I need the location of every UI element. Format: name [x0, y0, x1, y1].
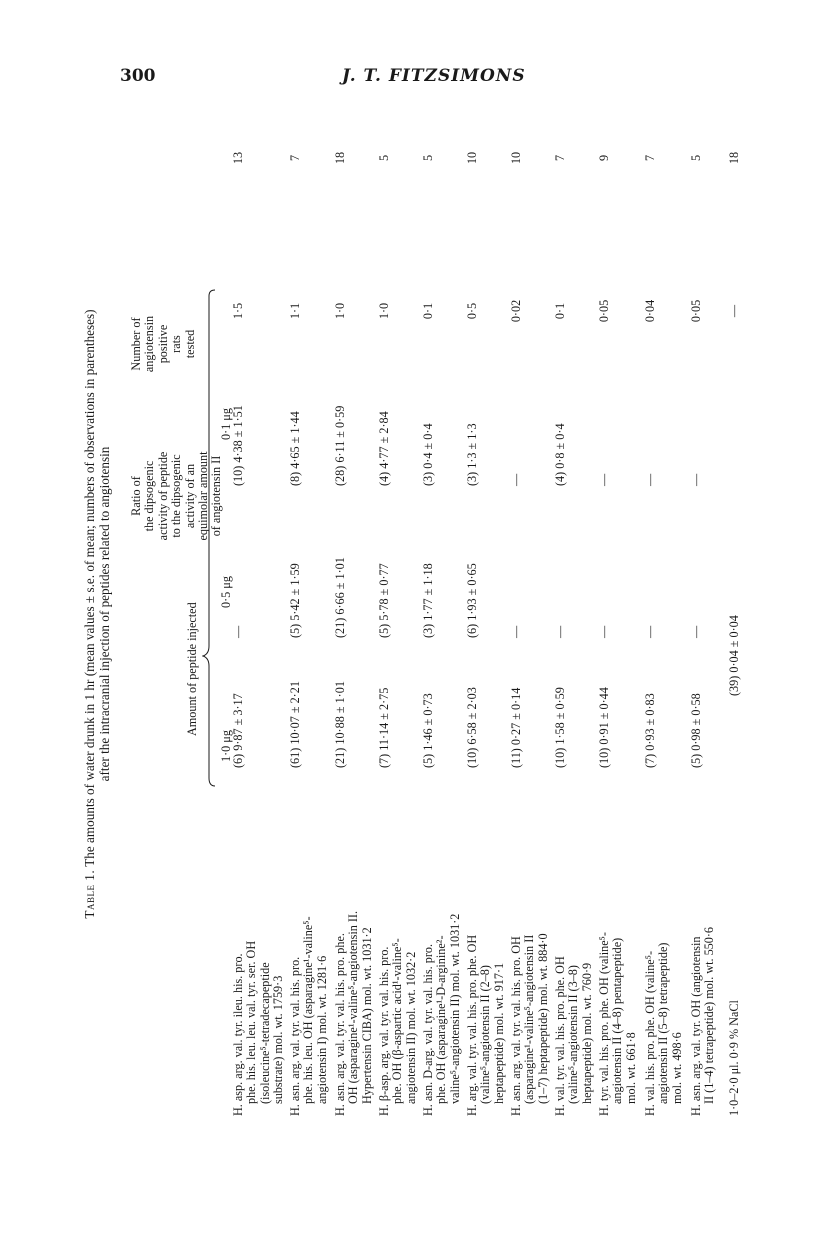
- cell-ratio: 0·5: [465, 302, 479, 320]
- cell-dose1: (5) 1·46 ± 0·73: [421, 693, 435, 768]
- col-head-count: [130, 284, 197, 404]
- cell-ratio: 1·5: [231, 302, 245, 320]
- ratio-head-line: activity of peptide: [155, 451, 170, 541]
- caption-line-2: after the intracranial injection of peptides related to angiotensin: [97, 446, 112, 782]
- cell-dose1: (7) 0·93 ± 0·83: [643, 693, 657, 768]
- peptide-cell: [334, 798, 374, 1116]
- cell-dose1: (10) 1·58 ± 0·59: [553, 687, 567, 768]
- count-head-line: tested: [182, 329, 197, 359]
- cell-ratio: 1·0: [333, 302, 347, 320]
- cell-dose01: —: [597, 473, 611, 486]
- cell-dose1: (21) 10·88 ± 1·01: [333, 681, 347, 768]
- peptide-line: H. asn. arg. val. tyr. val. his. pro. OH: [509, 936, 523, 1116]
- peptide-line: phe. his. leu. OH (asparagine¹-valine⁵-: [301, 916, 316, 1104]
- peptide-line: II (1–4) tetrapeptide) mol. wt. 550·6: [702, 926, 717, 1104]
- peptide-cell: [690, 798, 717, 1116]
- table-caption: [82, 112, 112, 1116]
- cell-count: 7: [643, 154, 657, 162]
- count-head-line: positive: [155, 324, 170, 364]
- peptide-cell: [728, 798, 741, 1116]
- cell-count: 5: [689, 154, 703, 162]
- cell-count: 10: [465, 151, 479, 165]
- ratio-head-line: activity of an: [182, 463, 197, 529]
- ratio-head-line: the dipsogenic: [142, 460, 157, 532]
- col-head-ratio: [130, 436, 224, 556]
- cell-dose05: (21) 6·66 ± 1·01: [333, 557, 347, 638]
- cell-dose01: —: [689, 473, 703, 486]
- cell-dose05: (6) 1·93 ± 0·65: [465, 563, 479, 638]
- peptide-line: angiotensin I) mol. wt. 1281·6: [314, 955, 329, 1104]
- cell-dose01: (28) 6·11 ± 0·59: [333, 405, 347, 486]
- cell-ratio: 0·05: [689, 299, 703, 323]
- peptide-line: OH (asparagine¹-valine⁵-angiotensin II.: [346, 910, 361, 1104]
- running-title: J. T. FITZSIMONS: [342, 66, 526, 86]
- cell-dose05: —: [553, 625, 567, 638]
- peptide-line: H. asn. D-arg. val. tyr. val. his. pro.: [421, 943, 435, 1116]
- peptide-cell: [422, 798, 462, 1116]
- cell-count: 7: [288, 154, 302, 162]
- cell-count: 5: [377, 154, 391, 162]
- cell-count: 9: [597, 154, 611, 162]
- cell-dose1: (11) 0·27 ± 0·14: [509, 687, 523, 768]
- peptide-line: H. β-asp. arg. val. tyr. val. his. pro.: [377, 946, 391, 1116]
- cell-dose05: (5) 5·78 ± 0·77: [377, 563, 391, 638]
- cell-dose05: (5) 5·42 ± 1·59: [288, 563, 302, 638]
- peptide-line: (isoleucine⁵-tetradecapeptide: [257, 962, 272, 1104]
- peptide-cell: [644, 798, 684, 1116]
- peptide-cell: [378, 798, 418, 1116]
- ratio-head-line: Ratio of: [129, 476, 143, 516]
- peptide-line: Hypertensin CIBA) mol. wt. 1031·2: [359, 927, 374, 1104]
- cell-count: 5: [421, 154, 435, 162]
- cell-dose01: (4) 4·77 ± 2·84: [377, 411, 391, 486]
- cell-dose01: (10) 4·38 ± 1·51: [231, 405, 245, 486]
- cell-dose1: (10) 6·58 ± 2·03: [465, 687, 479, 768]
- ratio-head-line: equimolar amount: [196, 451, 211, 541]
- cell-ratio: 1·1: [288, 302, 302, 320]
- cell-dose01: (3) 0·4 ± 0·4: [421, 423, 435, 486]
- caption-text-1: The amounts of water drunk in 1 hr (mean values ± s.e. of mean; numbers of observations in parentheses): [82, 309, 97, 867]
- cell-ratio: 0·05: [597, 299, 611, 323]
- peptide-line: (1–7) heptapeptide) mol. wt. 884·0: [535, 933, 550, 1104]
- peptide-cell: [466, 798, 506, 1116]
- peptide-line: H. val. his. pro. phe. OH (valine⁵-: [643, 950, 657, 1116]
- cell-ratio: 0·02: [509, 299, 523, 323]
- cell-dose1: (10) 0·91 ± 0·44: [597, 687, 611, 768]
- count-head-line: rats: [169, 335, 184, 353]
- cell-ratio: 1·0: [377, 302, 391, 320]
- cell-dose01: —: [509, 473, 523, 486]
- cell-dose05: —: [689, 625, 703, 638]
- ratio-head-line: to the dipsogenic: [169, 454, 184, 538]
- cell-dose05: (3) 1·77 ± 1·18: [421, 563, 435, 638]
- cell-dose05: (39) 0·04 ± 0·04: [727, 615, 741, 696]
- peptide-line: H. arg. val. tyr. val. his. pro. phe. OH: [465, 934, 479, 1116]
- peptide-line: (asparagine¹-valine⁵-angiotensin II: [522, 934, 537, 1104]
- page-header: [0, 66, 816, 90]
- peptide-line: H. val. tyr. val. his. pro. phe. OH: [553, 956, 567, 1116]
- caption-label: Table 1.: [82, 869, 97, 919]
- cell-ratio: 0·1: [421, 302, 435, 320]
- cell-dose1: (61) 10·07 ± 2·21: [288, 681, 302, 768]
- cell-count: 7: [553, 154, 567, 162]
- cell-dose01: (4) 0·8 ± 0·4: [553, 423, 567, 486]
- peptide-line: angiotensin II (4–8) pentapeptide): [610, 937, 625, 1104]
- cell-count: 10: [509, 151, 523, 165]
- dose-spanner-label: Amount of peptide injected: [185, 602, 199, 736]
- caption-line-1: [82, 112, 97, 1116]
- cell-dose01: (3) 1·3 ± 1·3: [465, 423, 479, 486]
- cell-dose05: —: [643, 625, 657, 638]
- ratio-head-line: of angiotensin II: [209, 455, 224, 537]
- peptide-cell: [598, 798, 638, 1116]
- col-head-dose-01: 0·1 μg: [219, 408, 233, 440]
- count-head-line: Number of: [129, 317, 143, 371]
- cell-dose05: —: [597, 625, 611, 638]
- cell-count: 18: [333, 151, 347, 165]
- peptide-line: H. tyr. val. his. pro. phe. OH (valine⁵-: [597, 932, 611, 1116]
- peptide-line: phe. OH (β-aspartic acid¹-valine⁵-: [390, 938, 405, 1104]
- peptide-line: phe. OH (asparagine¹-D-arginine²-: [434, 935, 449, 1104]
- count-head-line: angiotensin: [142, 315, 157, 373]
- peptide-line: angiotensin II) mol. wt. 1032·2: [403, 951, 418, 1104]
- peptide-cell: [510, 798, 550, 1116]
- col-head-dose-1: 1·0 μg: [219, 730, 233, 762]
- peptide-line: (valine⁵-angiotensin II (3–8): [566, 965, 581, 1104]
- peptide-line: H. asn. arg. val. tyr. val. his. pro.: [288, 956, 302, 1116]
- peptide-line: (valine⁵-angiotensin II (2–8): [478, 965, 493, 1104]
- cell-count: 18: [727, 151, 741, 165]
- peptide-line: heptapeptide) mol. wt. 917·1: [491, 962, 506, 1104]
- cell-count: 13: [231, 151, 245, 165]
- cell-dose1: (5) 0·98 ± 0·58: [689, 693, 703, 768]
- peptide-line: heptapeptide) mol. wt. 760·9: [579, 962, 594, 1104]
- peptide-line: 1·0–2·0 μl. 0·9 % NaCl: [727, 1000, 741, 1116]
- peptide-cell: [232, 798, 286, 1116]
- peptide-cell: [289, 798, 329, 1116]
- cell-dose1: (6) 9·87 ± 3·17: [231, 693, 245, 768]
- cell-dose05: —: [231, 625, 245, 638]
- cell-ratio: 0·04: [643, 299, 657, 323]
- col-head-dose-05: 0·5 μg: [219, 576, 233, 608]
- cell-dose1: (7) 11·14 ± 2·75: [377, 687, 391, 768]
- peptide-line: valine⁵-angiotensin II) mol. wt. 1031·2: [447, 913, 462, 1104]
- rotated-table: [82, 112, 752, 1116]
- peptide-line: phe. his. leu. leu. val. tyr. ser. OH: [244, 940, 259, 1104]
- cell-dose01: (8) 4·65 ± 1·44: [288, 411, 302, 486]
- peptide-line: mol. wt. 498·6: [669, 1032, 684, 1104]
- peptide-line: substrate) mol. wt. 1759·3: [271, 975, 286, 1104]
- peptide-line: H. asn. arg. val. tyr. val. his. pro. phe.: [333, 933, 347, 1116]
- peptide-line: angiotensin II (5–8) tetrapeptide): [656, 942, 671, 1104]
- peptide-line: H. asp. arg. val. tyr. ileu. his. pro.: [231, 953, 245, 1116]
- cell-dose05: —: [509, 625, 523, 638]
- peptide-line: mol. wt. 661·8: [623, 1032, 638, 1104]
- page-number: 300: [120, 66, 156, 86]
- peptide-cell: [554, 798, 594, 1116]
- cell-ratio: —: [727, 304, 741, 318]
- peptide-line: H. asn. arg. val. tyr. OH (angiotensin: [689, 936, 703, 1116]
- cell-dose01: —: [643, 473, 657, 486]
- cell-ratio: 0·1: [553, 302, 567, 320]
